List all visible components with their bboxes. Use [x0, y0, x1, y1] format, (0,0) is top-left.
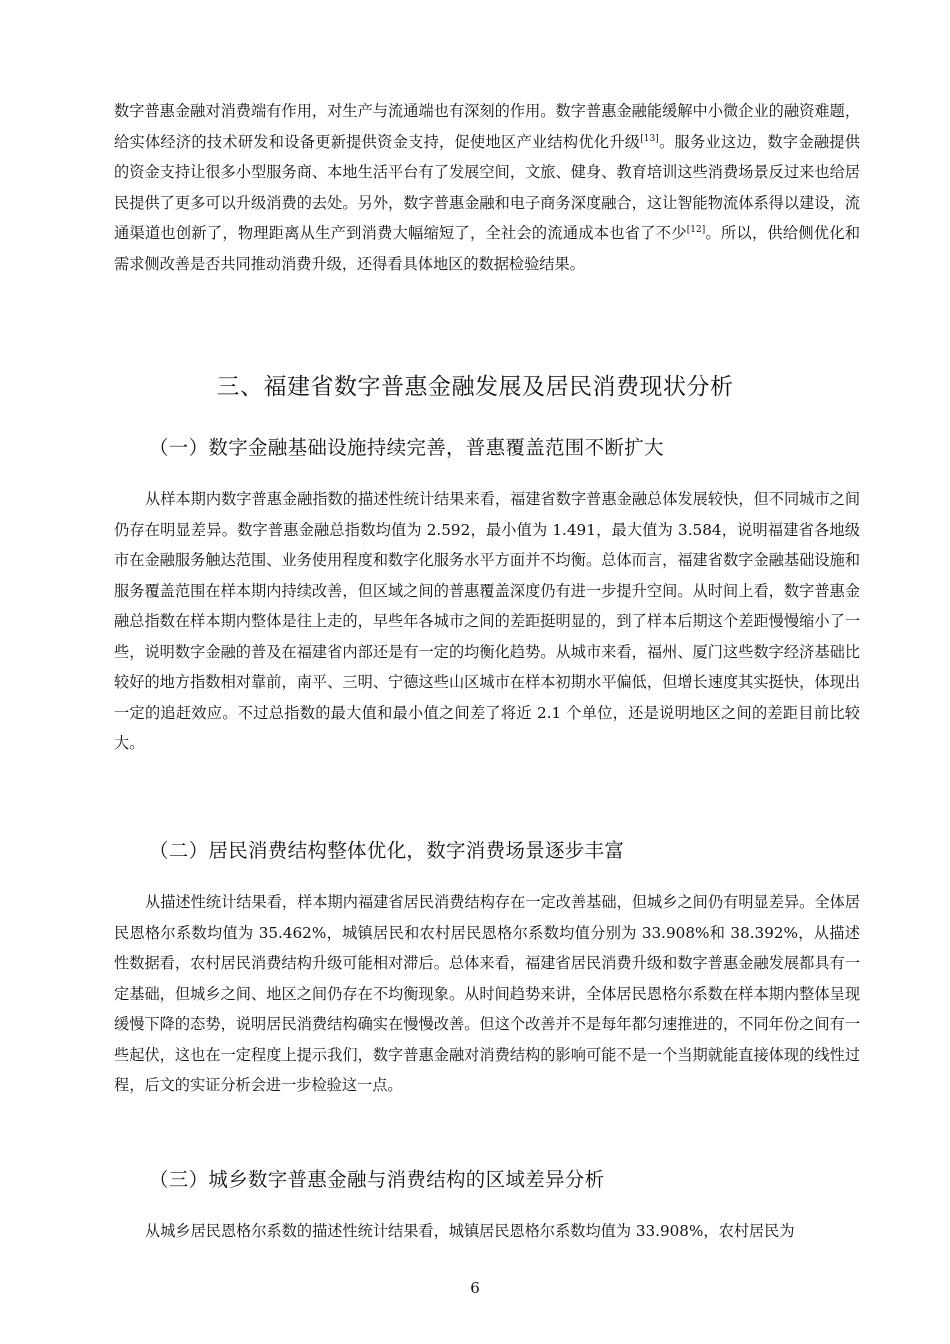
subsection-title: （二）居民消费结构整体优化，数字消费场景逐步丰富: [149, 839, 625, 862]
subsection-title: （一）数字金融基础设施持续完善，普惠覆盖范围不断扩大: [149, 436, 664, 459]
body-paragraph: 从描述性统计结果看，样本期内福建省居民消费结构存在一定改善基础，但城乡之间仍有明显差异。全体居民恩格尔系数均值为 35.462%，城镇居民和农村居民恩格尔系数均值分别为 33.908%和 38.392%，从描述性数据看，农村居民消费结构升级可能相对滞后。总体来看，福建省居民消费升级和数字普惠金融发展都具有一定基础，但城乡之间、地区之间仍存在不均衡现象。从时间趋势来讲，全体居民恩格尔系数在样本期内整体呈现缓慢下降的态势，说明居民消费结构确实在慢慢改善。但这个改善并不是每年都匀速推进的，不同年份之间有一些起伏，这也在一定程度上提示我们，数字普惠金融对消费结构的影响可能不是一个当期就能直接体现的线性过程，后文的实证分析会进一步检验这一点。: [114, 893, 860, 1094]
body-paragraph: [114, 96, 860, 279]
subsection-title: （三）城乡数字普惠金融与消费结构的区域差异分析: [149, 1168, 605, 1191]
paragraph-text: 。所以，供给侧优化和需求侧改善是否共同推动消费升级，还得看具体地区的数据检验结果。: [114, 224, 861, 273]
paragraph-text: 。服务业这边，数字金融提供的资金支持让很多小型服务商、本地生活平台有了发展空间，文旅、健身、教育培训这些消费场景反过来也给居民提供了更多可以升级消费的去处。另外，数字普惠金融和电子商务深度融合，这让智能物流体系得以建设，流通渠道也创新了，物理距离从生产到消费大幅缩短了，全社会的流通成本也省了不少: [114, 132, 861, 242]
body-paragraph: 从城乡居民恩格尔系数的描述性统计结果看，城镇居民恩格尔系数均值为 33.908%，农村居民为: [145, 1222, 795, 1240]
paragraph-text: 数字普惠金融对消费端有作用，对生产与流通端也有深刻的作用。数字普惠金融能缓解中小微企业的融资难题，给实体经济的技术研发和设备更新提供资金支持，促使地区产业结构优化升级: [114, 102, 860, 151]
citation-ref: [12]: [686, 225, 706, 235]
page-number: 6: [470, 1279, 480, 1297]
citation-ref: [13]: [640, 133, 659, 144]
section-title: 三、福建省数字普惠金融发展及居民消费现状分析: [216, 374, 734, 400]
body-paragraph: 从样本期内数字普惠金融指数的描述性统计结果来看，福建省数字普惠金融总体发展较快，但不同城市之间仍存在明显差异。数字普惠金融总指数均值为 2.592，最小值为 1.491，最大值为 3.584，说明福建省各地级市在金融服务触达范围、业务使用程度和数字化服务水平方面并不均衡。总体而言，福建省数字金融基础设施和服务覆盖范围在样本期内持续改善，但区域之间的普惠覆盖深度仍有进一步提升空间。从时间上看，数字普惠金融总指数在样本期内整体是往上走的，早些年各城市之间的差距挺明显的，到了样本后期这个差距慢慢缩小了一些，说明数字金融的普及在福建省内部还是有一定的均衡化趋势。从城市来看，福州、厦门这些数字经济基础比较好的地方指数相对靠前，南平、三明、宁德这些山区城市在样本初期水平偏低，但增长速度其实挺快，体现出一定的追赶效应。不过总指数的最大值和最小值之间差了将近 2.1 个单位，还是说明地区之间的差距目前比较大。: [114, 490, 860, 752]
